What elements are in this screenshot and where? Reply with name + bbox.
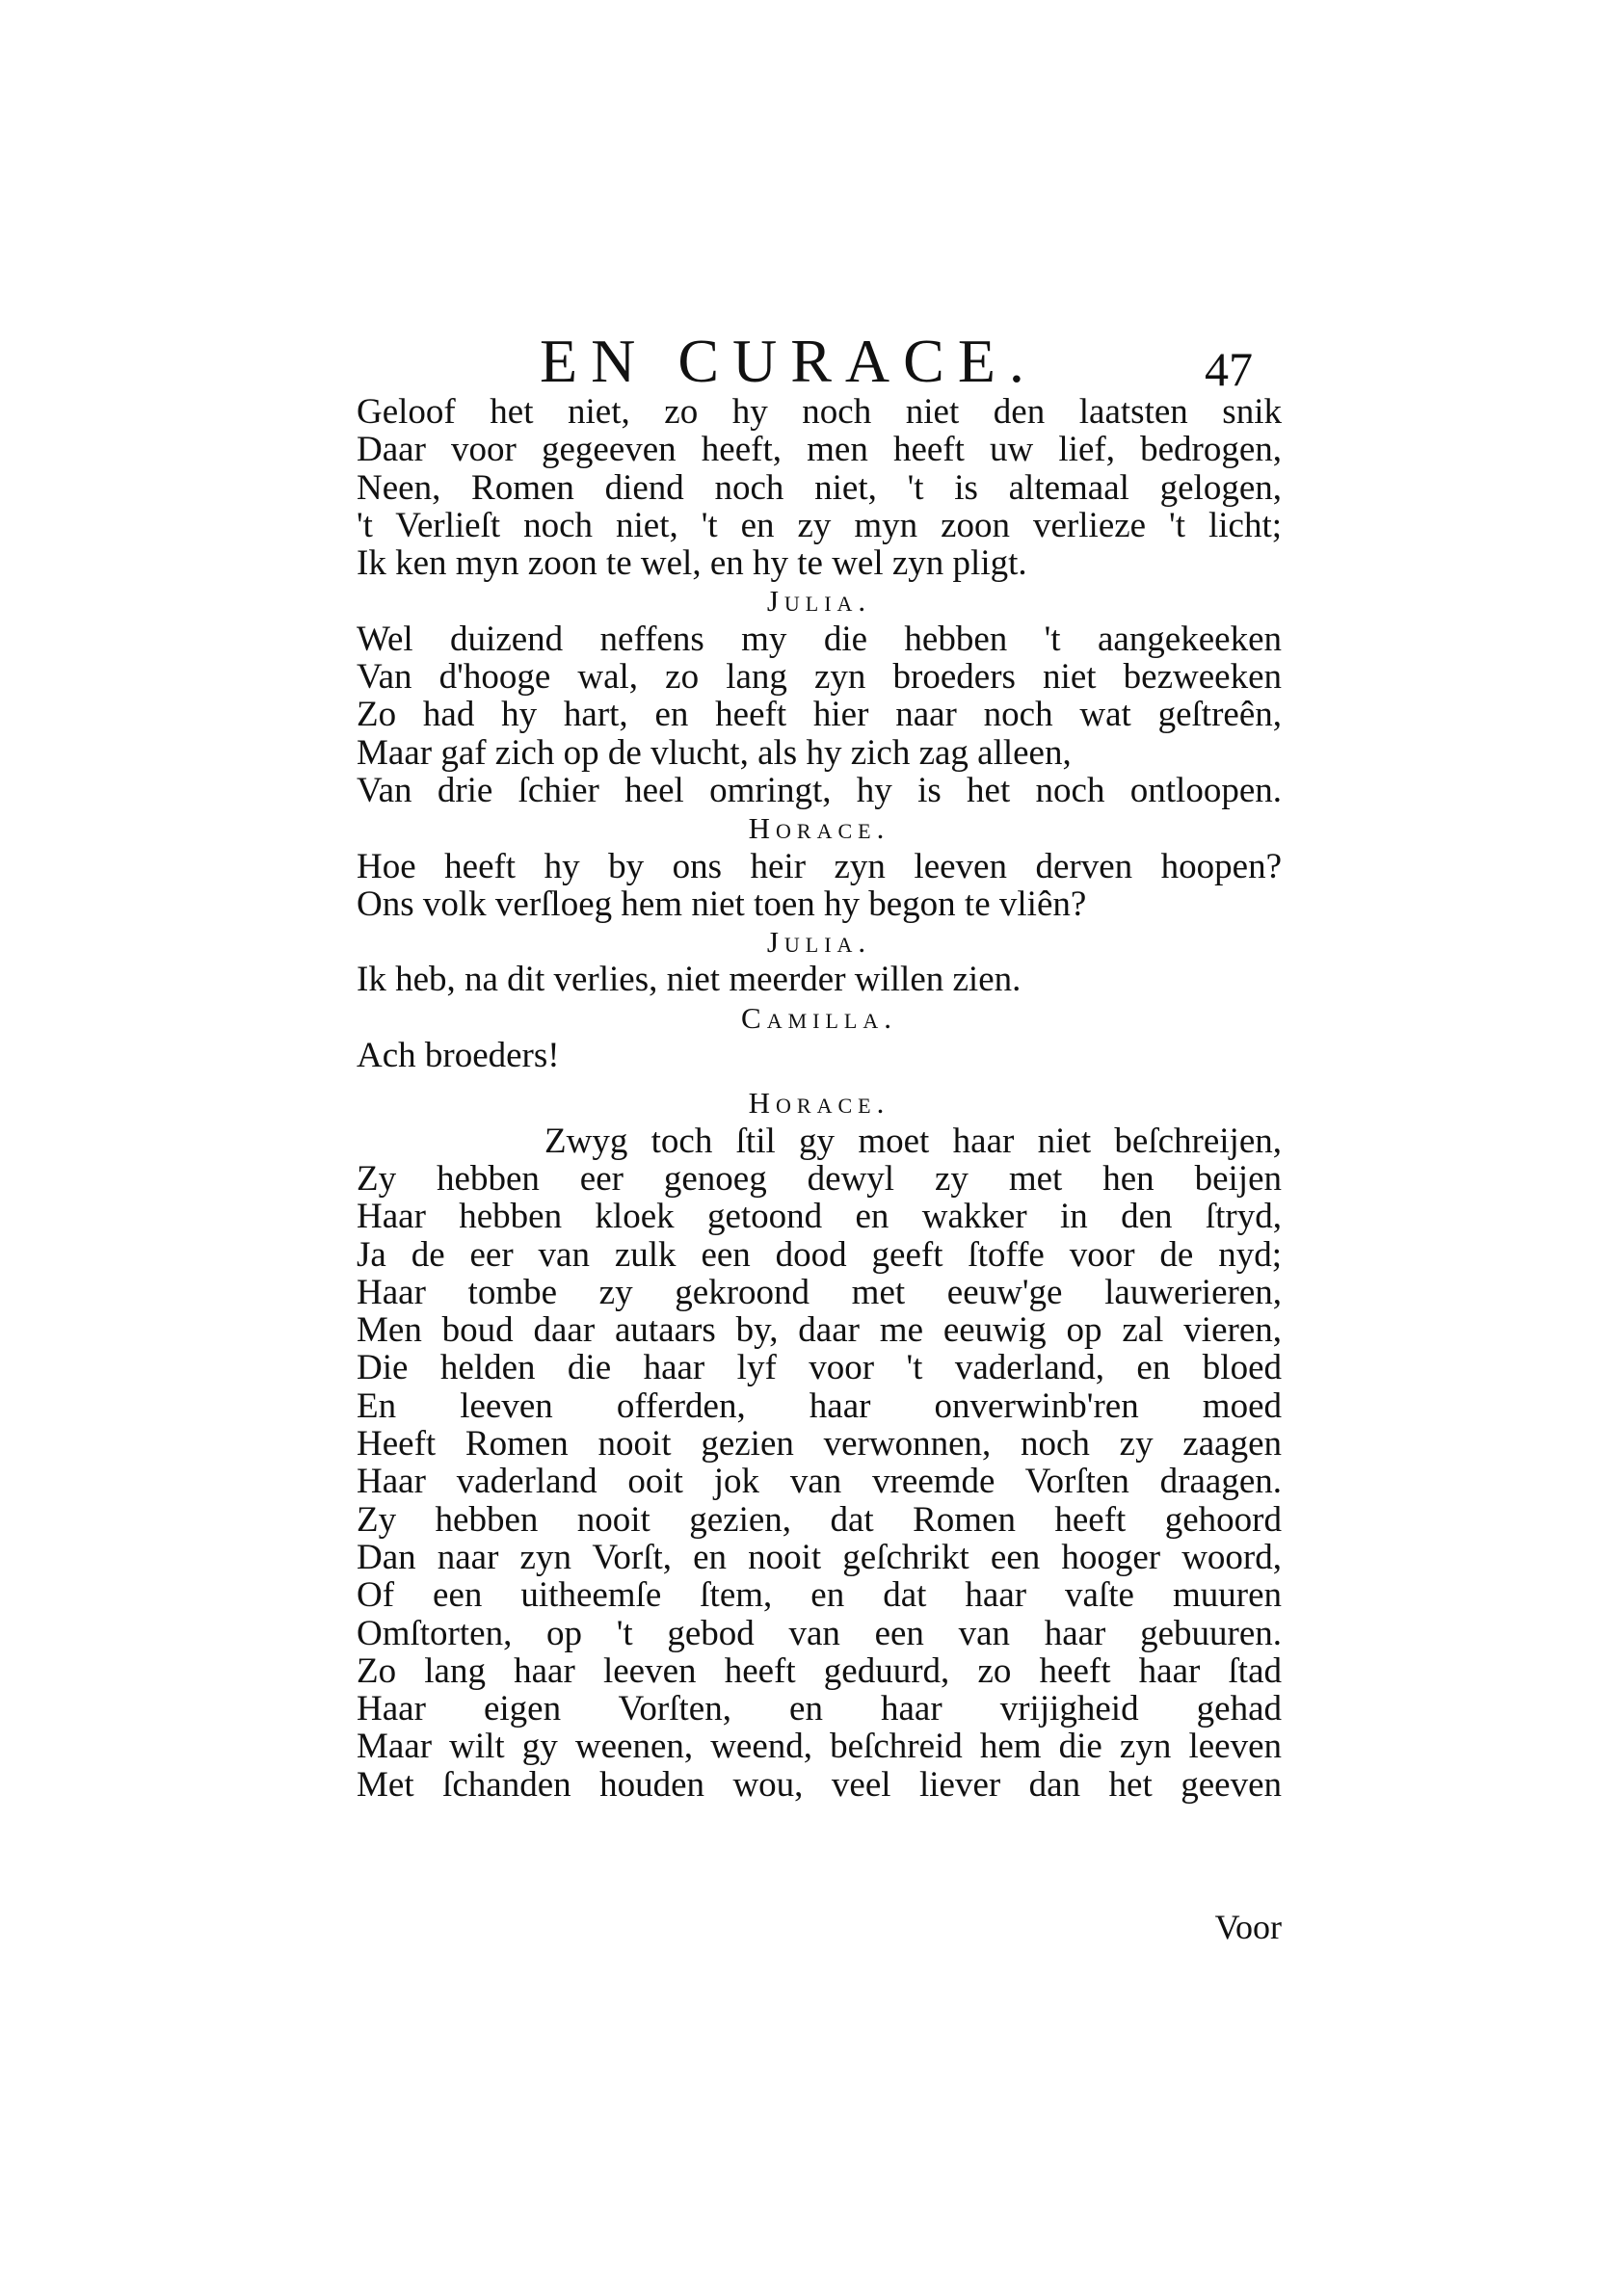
verse-line: Ach broeders! xyxy=(357,1036,560,1076)
verse-line: Men boud daar autaars by, daar me eeuwig op zal vieren, xyxy=(357,1310,1282,1351)
verse-line: Hoe heeft hy by ons heir zyn leeven derven hoopen? xyxy=(357,846,1282,886)
verse-text xyxy=(357,393,1282,1804)
verse-line: Ja de eer van zulk een dood geeft ſtoffe voor de nyd; xyxy=(357,1234,1282,1275)
verse-line: Zwyg toch ſtil gy moet haar niet beſchreijen, xyxy=(544,1121,1282,1161)
speaker-name: Julia. xyxy=(766,584,872,619)
catchword: Voor xyxy=(1214,1908,1282,1946)
verse-line: Haar eigen Vorſten, en haar vrijigheid gehad xyxy=(357,1689,1282,1729)
verse-line: Daar voor gegeeven heeft, men heeft uw lief, bedrogen, xyxy=(357,430,1282,470)
verse-line: Ons volk verſloeg hem niet toen hy begon te vliên? xyxy=(357,884,1087,924)
verse-line: Maar wilt gy weenen, weend, beſchreid hem die zyn leeven xyxy=(357,1727,1282,1767)
verse-line: En leeven offerden, haar onverwinb'ren moed xyxy=(357,1386,1282,1426)
verse-line: Wel duizend neffens my die hebben 't aangekeeken xyxy=(357,619,1282,659)
verse-line: Haar tombe zy gekroond met eeuw'ge lauwerieren, xyxy=(357,1272,1282,1312)
speaker-name: Julia. xyxy=(766,925,872,960)
verse-line: Zo had hy hart, en heeft hier naar noch wat geſtreên, xyxy=(357,695,1282,735)
verse-line: Die helden die haar lyf voor 't vaderland, en bloed xyxy=(357,1348,1282,1388)
verse-line: Van drie ſchier heel omringt, hy is het noch ontloopen. xyxy=(357,770,1282,810)
verse-line: Maar gaf zich op de vlucht, als hy zich zag alleen, xyxy=(357,732,1072,773)
verse-line: Ik heb, na dit verlies, niet meerder willen zien. xyxy=(357,960,1022,1000)
verse-line: Ik ken myn zoon te wel, en hy te wel zyn pligt. xyxy=(357,543,1027,584)
verse-line: 't Verlieſt noch niet, 't en zy myn zoon verlieze 't licht; xyxy=(357,505,1282,545)
speaker-name: Horace. xyxy=(748,811,890,846)
verse-line: Neen, Romen diend noch niet, 't is altemaal gelogen, xyxy=(357,467,1282,508)
verse-line: Of een uitheemſe ſtem, en dat haar vaſte muuren xyxy=(357,1575,1282,1616)
page-number: 47 xyxy=(1205,342,1253,396)
verse-line: Zy hebben eer genoeg dewyl zy met hen beijen xyxy=(357,1158,1282,1199)
running-title: EN CURACE. xyxy=(540,327,1038,395)
verse-line: Geloof het niet, zo hy noch niet den laatsten snik xyxy=(357,392,1282,432)
verse-line: Van d'hooge wal, zo lang zyn broeders niet bezweeken xyxy=(357,657,1282,698)
speaker-name: Horace. xyxy=(748,1086,890,1121)
verse-line: Met ſchanden houden wou, veel liever dan het geeven xyxy=(357,1764,1282,1805)
verse-line: Zo lang haar leeven heeft geduurd, zo heeft haar ſtad xyxy=(357,1650,1282,1691)
verse-line: Omſtorten, op 't gebod van een van haar gebuuren. xyxy=(357,1613,1282,1653)
verse-line: Haar hebben kloek getoond en wakker in den ſtryd, xyxy=(357,1197,1282,1237)
verse-line: Dan naar zyn Vorſt, en nooit geſchrikt een hooger woord, xyxy=(357,1537,1282,1577)
verse-line: Heeft Romen nooit gezien verwonnen, noch zy zaagen xyxy=(357,1424,1282,1465)
speaker-name: Camilla. xyxy=(741,1000,897,1035)
verse-line: Zy hebben nooit gezien, dat Romen heeft gehoord xyxy=(357,1499,1282,1540)
verse-line: Haar vaderland ooit jok van vreemde Vorſten draagen. xyxy=(357,1462,1282,1502)
